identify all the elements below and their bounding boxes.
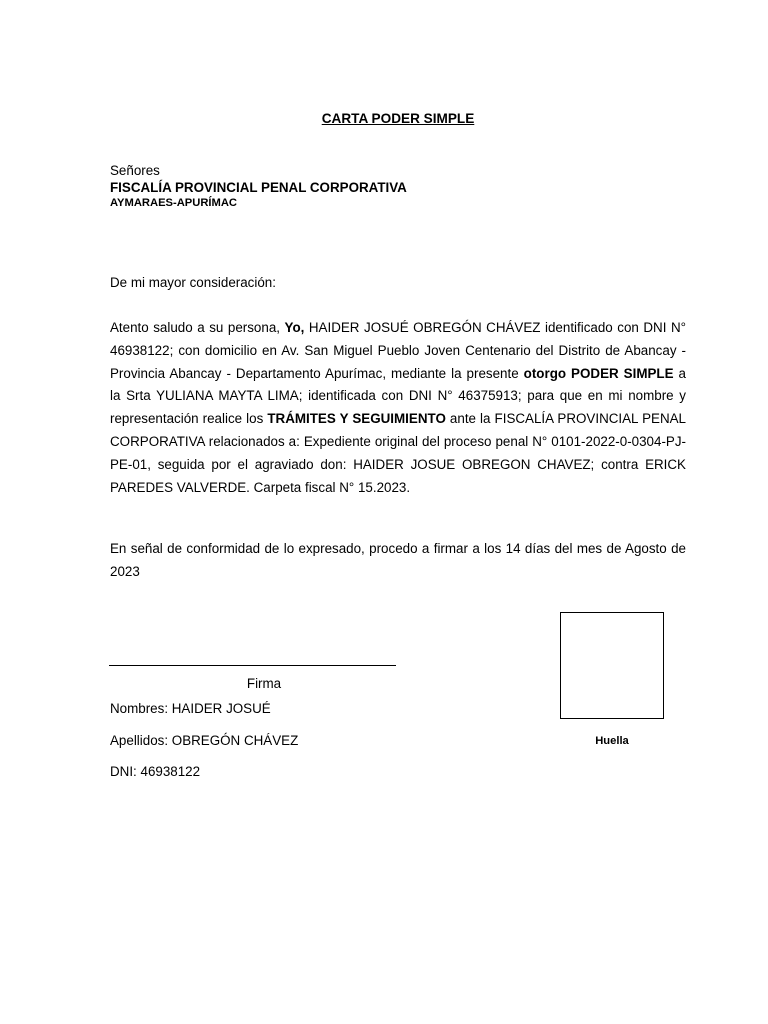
document-title: CARTA PODER SIMPLE bbox=[321, 111, 475, 126]
body-text-segment: Atento saludo a su persona, bbox=[110, 320, 285, 335]
signer-surnames: Apellidos: OBREGÓN CHÁVEZ bbox=[110, 733, 299, 748]
body-text-yo: Yo, bbox=[284, 320, 305, 335]
recipient-institution: FISCALÍA PROVINCIAL PENAL CORPORATIVA bbox=[110, 180, 407, 195]
body-paragraph-conformity: En señal de conformidad de lo expresado, procedo a firmar a los 14 días del mes de Agosto de 2023 bbox=[110, 541, 686, 579]
body-text-segment: HAIDER JOSUÉ OBREGÓN CHÁVEZ identificado con DNI N° 46938122; con domicilio en Av. San Miguel Pueblo Joven Centenario del Distrito de Abancay - Provincia Abancay - Departamento Apurímac, mediante la presente bbox=[110, 320, 686, 381]
body-text-tramites: TRÁMITES Y SEGUIMIENTO bbox=[267, 411, 446, 427]
signature-label: Firma bbox=[246, 676, 282, 691]
body-paragraph-main bbox=[110, 317, 686, 499]
signer-names: Nombres: HAIDER JOSUÉ bbox=[110, 701, 271, 716]
body-text-segment: ante la FISCALÍA PROVINCIAL PENAL CORPORATIVA relacionados a: Expediente original del proceso penal N° 0101-2022-0-0304-PJ-PE-01, seguida por el agraviado don: HAIDER JOSUE OBREGON CHAVEZ; contra ERICK PAREDES VALVERDE. Carpeta fiscal N° 15.2023. bbox=[110, 411, 686, 495]
signature-line bbox=[109, 665, 396, 666]
body-text-otorgo: otorgo PODER SIMPLE bbox=[523, 365, 674, 381]
body-text-segment: a la Srta YULIANA MAYTA LIMA; identificada con DNI N° 46375913; para que en mi nombre y representación realice los bbox=[110, 365, 686, 427]
fingerprint-box bbox=[560, 612, 664, 719]
greeting: De mi mayor consideración: bbox=[110, 275, 276, 290]
recipient-location: AYMARAES-APURÍMAC bbox=[110, 197, 238, 209]
signer-dni: DNI: 46938122 bbox=[110, 764, 201, 779]
recipient-salutation: Señores bbox=[110, 163, 160, 178]
fingerprint-label: Huella bbox=[595, 735, 629, 747]
